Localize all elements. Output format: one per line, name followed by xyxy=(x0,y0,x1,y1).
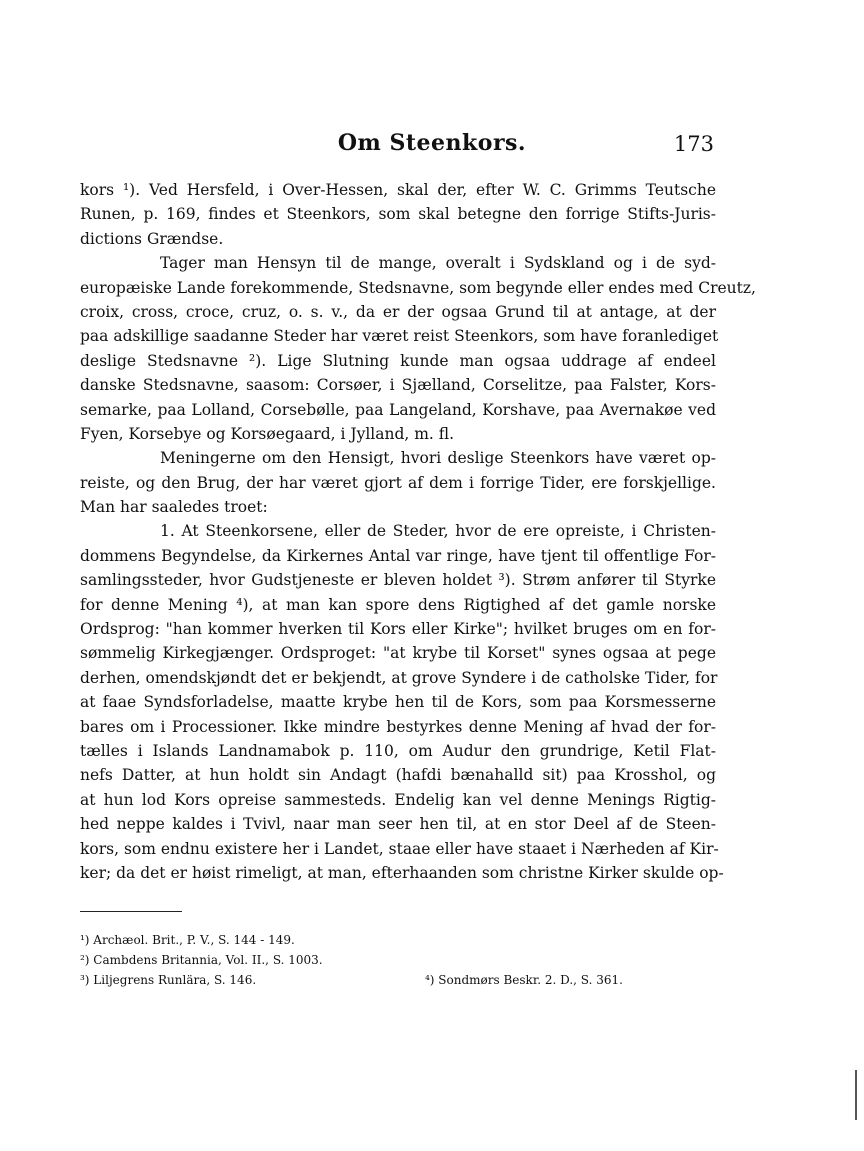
text-line: for denne Mening ⁴), at man kan spore dens Rigtighed af det gamle norske xyxy=(80,595,716,614)
text-line: danske Stedsnavne, saasom: Corsøer, i Sjælland, Corselitze, paa Falster, Kors- xyxy=(80,376,716,395)
body-text xyxy=(80,178,756,885)
footnote-row xyxy=(80,970,780,990)
text-line: derhen, omendskjøndt det er bekjendt, at grove Syndere i de catholske Tider, for xyxy=(80,668,718,687)
text-line: paa adskillige saadanne Steder har været reist Steenkors, som have foranlediget xyxy=(80,327,719,346)
text-line: kors ¹). Ved Hersfeld, i Over-Hessen, skal der, efter W. C. Grimms Teutsche xyxy=(80,181,716,199)
text-line: 1. At Steenkorsene, eller de Steder, hvor de ere opreiste, i Christen- xyxy=(160,522,716,541)
text-line: nefs Datter, at hun holdt sin Andagt (hafdi bænahalld sit) paa Krosshol, og xyxy=(80,766,716,785)
text-line: Meningerne om den Hensigt, hvori deslige Steenkors have været op- xyxy=(160,449,716,468)
footnote-1: ¹) Archæol. Brit., P. V., S. 144 - 149. xyxy=(80,933,295,947)
text-line: hed neppe kaldes i Tvivl, naar man seer hen til, at en stor Deel af de Steen- xyxy=(80,815,716,834)
text-line: ker; da det er høist rimeligt, at man, efterhaanden som christne Kirker skulde op- xyxy=(80,863,724,882)
text-line: sømmelig Kirkegjænger. Ordsproget: "at krybe til Korset" synes ogsaa at pege xyxy=(80,644,716,663)
page-edge-mark xyxy=(855,1070,857,1120)
footnote-row xyxy=(80,930,780,950)
text-line: tælles i Islands Landnamabok p. 110, om Audur den grundrige, Ketil Flat- xyxy=(80,741,716,760)
text-line: croix, cross, croce, cruz, o. s. v., da er der ogsaa Grund til at antage, at der xyxy=(80,302,716,321)
text-line: Man har saaledes troet: xyxy=(80,498,268,517)
text-line: bares om i Processioner. Ikke mindre bestyrkes denne Mening af hvad der for- xyxy=(80,717,716,736)
text-line: Runen, p. 169, findes et Steenkors, som skal betegne den forrige Stifts-Juris- xyxy=(80,205,716,224)
text-line: reiste, og den Brug, der har været gjort af dem i forrige Tider, ere forskjellige. xyxy=(80,473,716,492)
footnote-divider xyxy=(80,911,182,912)
text-line: semarke, paa Lolland, Corsebølle, paa Langeland, Korshave, paa Avernakøe ved xyxy=(80,400,716,419)
text-line: samlingssteder, hvor Gudstjeneste er bleven holdet ³). Strøm anfører til Styrke xyxy=(80,571,716,590)
footnotes xyxy=(80,930,780,990)
footnote-3: ³) Liljegrens Runlära, S. 146. xyxy=(80,973,257,987)
text-line: Tager man Hensyn til de mange, overalt i Sydskland og i de syd- xyxy=(160,254,716,273)
footnote-4: ⁴) Sondmørs Beskr. 2. D., S. 361. xyxy=(425,973,623,987)
text-line: at faae Syndsforladelse, maatte krybe hen til de Kors, som paa Korsmesserne xyxy=(80,693,716,712)
page-title: Om Steenkors. xyxy=(337,130,527,156)
text-line: Fyen, Korsebye og Korsøegaard, i Jylland, m. fl. xyxy=(80,424,455,443)
text-line: kors, som endnu existere her i Landet, staae eller have staaet i Nærheden af Kir- xyxy=(80,839,719,858)
text-line: at hun lod Kors opreise sammesteds. Endelig kan vel denne Menings Rigtig- xyxy=(80,790,716,809)
footnote-row xyxy=(80,950,780,970)
text-line: dictions Grændse. xyxy=(80,229,224,248)
text-line: europæiske Lande forekommende, Stedsnavne, som begynde eller endes med Creutz, xyxy=(80,278,756,297)
text-line: deslige Stedsnavne ²). Lige Slutning kunde man ogsaa uddrage af endeel xyxy=(80,351,716,370)
text-line: dommens Begyndelse, da Kirkernes Antal var ringe, have tjent til offentlige For- xyxy=(80,546,716,565)
page-number: 173 xyxy=(673,132,714,156)
footnote-2: ²) Cambdens Britannia, Vol. II., S. 1003. xyxy=(80,953,323,967)
text-line: Ordsprog: "han kommer hverken til Kors eller Kirke"; hvilket bruges om en for- xyxy=(80,620,716,639)
